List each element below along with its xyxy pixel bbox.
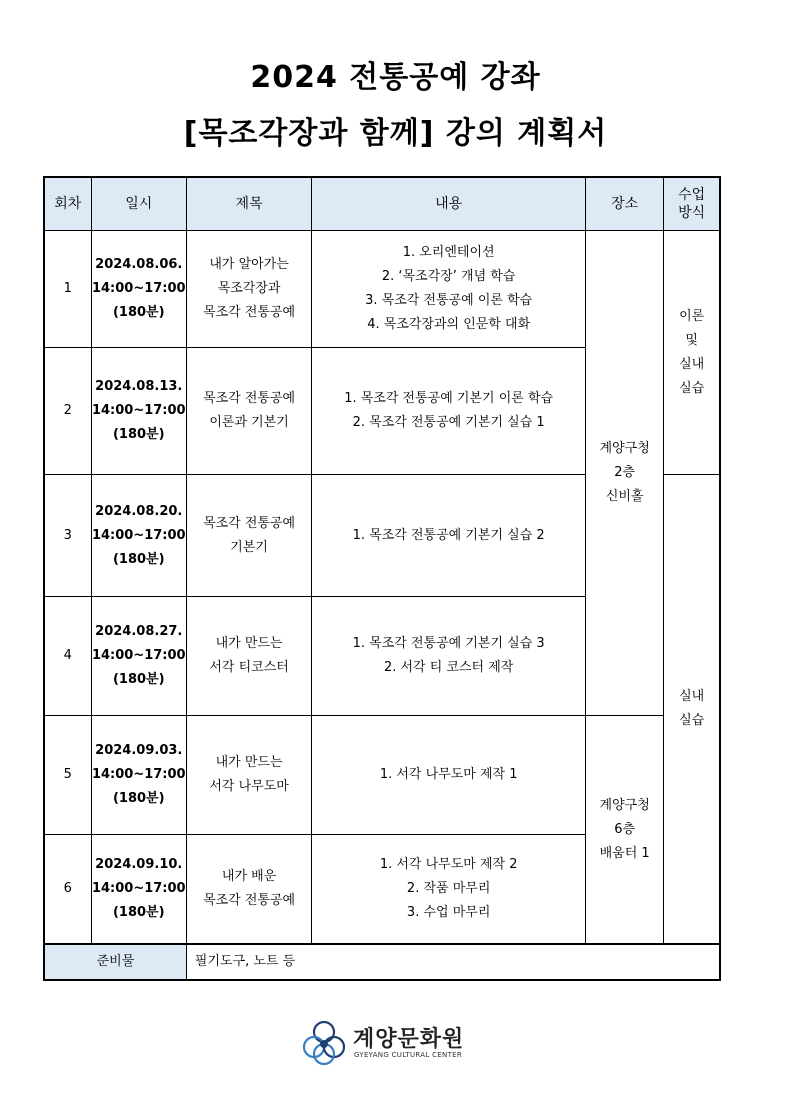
date-text: 2024.08.13. xyxy=(95,379,183,394)
duration-text: (180분) xyxy=(112,672,165,687)
content-line: 3. 수업 마무리 xyxy=(406,905,491,920)
round-cell: 2 xyxy=(44,348,91,475)
time-text: 14:00~17:00 xyxy=(91,403,186,418)
subject-line: 기본기 xyxy=(230,539,268,555)
method-line: 실습 xyxy=(679,380,705,396)
date-cell xyxy=(91,835,186,945)
header-method-line2: 방식 xyxy=(678,205,706,221)
content-line: 1. 오리엔테이션 xyxy=(402,245,495,260)
subject-line: 목조각 전통공예 xyxy=(203,391,296,406)
document-title-line2: [목조각장과 함께] 강의 계획서 xyxy=(183,116,608,151)
subject-cell xyxy=(186,348,311,475)
duration-text: (180분) xyxy=(112,427,165,442)
logo-name: 계양문화원 xyxy=(353,1027,465,1052)
subject-line: 목조각장과 xyxy=(217,281,281,296)
content-line: 1. 목조각 전통공예 기본기 이론 학습 xyxy=(344,391,554,406)
date-cell xyxy=(91,597,186,716)
content-line: 2. 목조각 전통공예 기본기 실습 1 xyxy=(352,415,545,430)
time-text: 14:00~17:00 xyxy=(91,527,186,543)
content-line: 2. 작품 마무리 xyxy=(406,881,491,896)
content-cell xyxy=(312,475,586,597)
subject-line: 서각 나무도마 xyxy=(209,779,289,794)
header-method xyxy=(664,177,720,231)
header-place: 장소 xyxy=(586,177,664,231)
date-cell xyxy=(91,716,186,835)
method-line: 실내 xyxy=(679,356,705,372)
subject-line: 목조각 전통공예 xyxy=(203,893,296,908)
round-cell: 4 xyxy=(44,597,91,716)
header-round: 회차 xyxy=(44,177,91,231)
place-line: 계양구청 xyxy=(599,441,650,456)
time-text: 14:00~17:00 xyxy=(91,648,186,663)
table-header-row xyxy=(44,177,720,231)
place-line: 계양구청 xyxy=(599,797,650,813)
header-content: 내용 xyxy=(312,177,586,231)
duration-text: (180분) xyxy=(112,791,165,806)
place-cell-learning-room xyxy=(586,716,664,945)
content-line: 2. ‘목조각장’ 개념 학습 xyxy=(381,269,516,284)
subject-line: 내가 만드는 xyxy=(215,636,283,651)
subject-cell xyxy=(186,835,311,945)
date-cell xyxy=(91,348,186,475)
date-text: 2024.08.27. xyxy=(95,624,183,639)
round-cell: 6 xyxy=(44,835,91,945)
method-line: 및 xyxy=(685,332,698,348)
round-cell: 5 xyxy=(44,716,91,835)
place-line: 배움터 1 xyxy=(599,845,650,861)
document-title-line1: 2024 전통공예 강좌 xyxy=(250,60,541,95)
date-cell xyxy=(91,475,186,597)
content-line: 1. 서각 나무도마 제작 2 xyxy=(379,857,518,872)
subject-line: 서각 티코스터 xyxy=(209,660,289,675)
subject-cell xyxy=(186,716,311,835)
method-line: 이론 xyxy=(679,308,705,324)
content-cell xyxy=(312,835,586,945)
subject-line: 내가 배운 xyxy=(221,869,277,884)
content-line: 1. 목조각 전통공예 기본기 실습 3 xyxy=(352,636,545,651)
logo-flower-icon xyxy=(301,1020,347,1066)
subject-line: 내가 만드는 xyxy=(215,755,283,770)
content-cell xyxy=(312,716,586,835)
content-line: 4. 목조각장과의 인문학 대화 xyxy=(367,317,531,332)
method-cell-theory-practice xyxy=(664,231,720,475)
place-line: 신비홀 xyxy=(605,489,644,504)
time-text: 14:00~17:00 xyxy=(91,281,186,296)
subject-cell xyxy=(186,231,311,348)
content-line: 1. 목조각 전통공예 기본기 실습 2 xyxy=(352,527,545,543)
duration-text: (180분) xyxy=(112,305,165,320)
date-text: 2024.09.03. xyxy=(95,743,183,758)
time-text: 14:00~17:00 xyxy=(91,881,186,896)
content-line: 1. 서각 나무도마 제작 1 xyxy=(379,767,518,782)
round-cell: 3 xyxy=(44,475,91,597)
time-text: 14:00~17:00 xyxy=(91,767,186,782)
header-method-line1: 수업 xyxy=(678,187,706,203)
round-cell: 1 xyxy=(44,231,91,348)
lecture-plan-table xyxy=(43,176,721,981)
date-text: 2024.08.20. xyxy=(95,503,183,519)
subject-line: 내가 알아가는 xyxy=(209,257,289,272)
preparation-value: 필기도구, 노트 등 xyxy=(186,944,720,980)
method-cell-indoor-practice xyxy=(664,475,720,945)
content-line: 2. 서각 티 코스터 제작 xyxy=(383,660,514,675)
content-cell xyxy=(312,348,586,475)
method-line: 실습 xyxy=(679,713,705,728)
subject-line: 목조각 전통공예 xyxy=(203,305,296,320)
subject-line: 이론과 기본기 xyxy=(209,415,289,430)
content-cell xyxy=(312,597,586,716)
header-date: 일시 xyxy=(91,177,186,231)
gyeyang-cultural-center-logo xyxy=(301,1020,471,1068)
header-subject: 제목 xyxy=(186,177,311,231)
table-row xyxy=(44,231,720,348)
content-line: 3. 목조각 전통공예 이론 학습 xyxy=(365,293,533,308)
table-row xyxy=(44,716,720,835)
place-line: 6층 xyxy=(614,821,636,837)
subject-line: 목조각 전통공예 xyxy=(203,515,296,531)
subject-cell xyxy=(186,597,311,716)
date-text: 2024.08.06. xyxy=(95,257,183,272)
method-line: 실내 xyxy=(679,689,705,704)
place-cell-shinbi-hall xyxy=(586,231,664,716)
place-line: 2층 xyxy=(614,465,636,480)
date-cell xyxy=(91,231,186,348)
preparation-row xyxy=(44,944,720,980)
subject-cell xyxy=(186,475,311,597)
duration-text: (180분) xyxy=(112,905,165,920)
duration-text: (180분) xyxy=(112,551,165,567)
date-text: 2024.09.10. xyxy=(95,857,183,872)
logo-subtitle: GYEYANG CULTURAL CENTER xyxy=(354,1051,463,1059)
content-cell xyxy=(312,231,586,348)
preparation-label: 준비물 xyxy=(44,944,186,980)
